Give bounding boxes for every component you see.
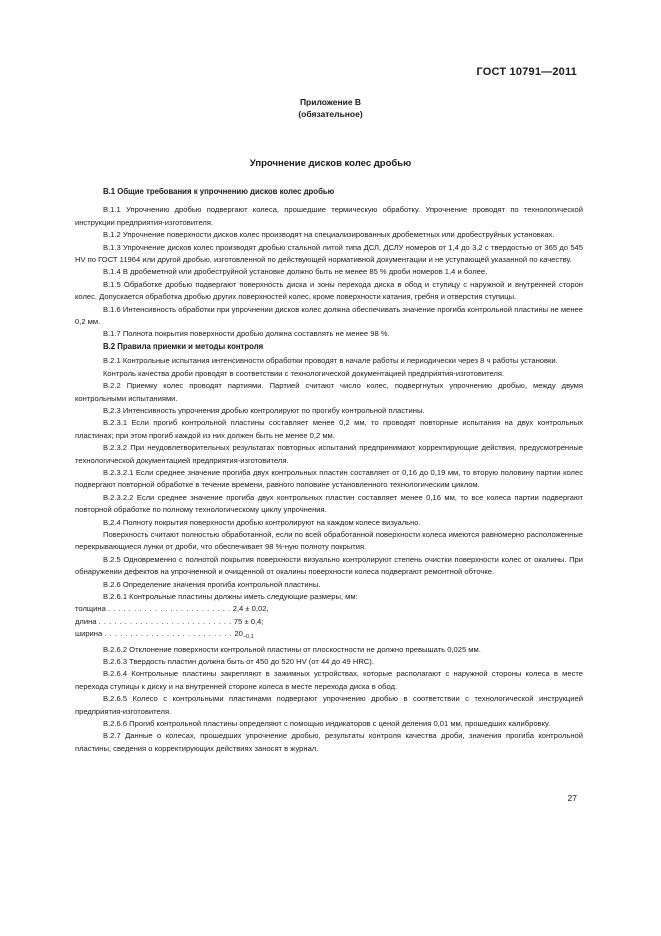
paragraph: В.2.3.1 Если прогиб контрольной пластины составляет менее 0,2 мм, то проводят повторные испытания на двух контрольных пластинах; при этом прогиб каждой из них должен быть не менее 0,2 мм.: [75, 418, 583, 440]
paragraph: В.1.1 Упрочнению дробью подвергают колеса, прошедшие термическую обработку. Упрочнение проводят по технологической инструкции предприятия-изготовителя.: [75, 205, 583, 227]
dimension-value: 75 ± 0,4;: [233, 616, 264, 626]
dimension-value: 20: [234, 629, 243, 639]
paragraph: В.2.4 Полноту покрытия поверхности дробью контролируют на каждом колесе визуально.: [103, 517, 421, 527]
dimension-value: 2,4 ± 0,02,: [232, 604, 269, 614]
dimension-leader: . . . . . . . . . . . . . . . . . . . . . . . . .: [104, 629, 233, 639]
paragraph: В.1.3 Упрочнение дисков колес производят дробью стальной литой типа ДСЛ, ДСЛУ номеров от 1,4 до 3,2 с твердостью от 365 до 545 HV по ГОСТ 11964 или другой дробью, изготовленной по действующей нормативной документации и не уступающей указанной по качеству.: [75, 242, 583, 265]
paragraph: В.1.5 Обработке дробью подвергают поверхность диска и зоны перехода диска в обод и ступицу с наружной и внутренней сторон колес. Допускается обработка дробью других поверхностей колес, кроме поверхности катания, гребня и отверстия ступицы.: [75, 279, 583, 302]
paragraph: В.1.4 В дробеметной или дробеструйной установке должно быть не менее 85 % дроби номеров 1,4 и более.: [103, 267, 488, 277]
dimension-row: [75, 616, 583, 628]
document-body: [75, 186, 583, 755]
dimension-leader: . . . . . . . . . . . . . . . . . . . . . . . . . .: [98, 616, 232, 626]
section-heading: В.1 Общие требования к упрочнению дисков колес дробью: [103, 187, 335, 196]
paragraph: В.2.3 Интенсивность упрочнения дробью контролируют по прогибу контрольной пластины.: [103, 405, 425, 415]
standard-header: ГОСТ 10791—2011: [476, 66, 577, 78]
page-number: 27: [567, 793, 577, 803]
appendix-status: (обязательное): [298, 109, 363, 119]
page-title: Упрочнение дисков колес дробью: [249, 158, 412, 169]
paragraph: В.2.6.3 Твердость пластин должна быть от 450 до 520 HV (от 44 до 49 HRC).: [103, 657, 374, 667]
dimension-name: толщина: [75, 604, 106, 614]
paragraph: В.2.6 Определение значения прогиба контрольной пластины.: [103, 579, 321, 589]
paragraph: В.2.6.5 Колесо с контрольными пластинами подвергают упрочнению дробью в соответствии с технологической инструкцией предприятия-изготовителя.: [75, 694, 583, 716]
dimension-name: длина: [75, 616, 97, 626]
paragraph: В.1.2 Упрочнение поверхности дисков колес производят на специализированных дробеметных или дробеструйных установках.: [103, 230, 555, 240]
paragraph: В.2.1 Контрольные испытания интенсивности обработки проводят в начале работы и периодически через 8 ч работы установки.: [103, 356, 558, 366]
dimension-leader: . . . . . . . . . . . . . . . . . . . . . . . .: [107, 604, 231, 614]
paragraph: В.2.2 Приемку колес проводят партиями. Партией считают число колес, подвергнутых упрочнению дробью, между двумя контрольными испытаниями.: [75, 381, 583, 403]
paragraph: Поверхность считают полностью обработанной, если по всей обработанной поверхности колеса имеются равномерно расположенные перекрывающиеся лунки от дроби, что обеспечивает 98 %-ную полноту покрытия.: [75, 529, 583, 552]
dimension-row: [75, 628, 583, 643]
paragraph: В.2.6.4 Контрольные пластины закрепляют в зажимных устройствах, которые располагают с наружной стороны колеса в месте перехода ступицы к диску и на внутренней стороне колеса в месте перехода диска в обод.: [75, 669, 583, 691]
appendix-label: Приложение В: [299, 97, 362, 107]
dimension-row: [75, 603, 583, 615]
paragraph: В.2.6.1 Контрольные пластины должны иметь следующие размеры, мм:: [103, 592, 358, 601]
dimension-tolerance: −0,1: [242, 634, 254, 641]
section-heading: В.2 Правила приемки и методы контроля: [103, 341, 264, 351]
paragraph: В.2.6.2 Отклонение поверхности контрольной пластины от плоскостности не должно превышать 0,025 мм.: [103, 644, 481, 654]
paragraph: Контроль качества дроби проводят в соответствии с технологической документацией предприятия-изготовителя.: [103, 368, 505, 378]
paragraph: В.1.7 Полнота покрытия поверхности дробью должна составлять не менее 98 %.: [103, 329, 390, 339]
paragraph: В.2.3.2 При неудовлетворительных результатах повторных испытаний предпринимают корректирующие действия, предусмотренные технологической документацией предприятия-изготовителя.: [75, 443, 583, 465]
paragraph: В.2.7 Данные о колесах, прошедших упрочнение дробью, результаты контроля качества дроби, значения прогиба контрольной пластины, сведения о корректирующих действиях заносят в журнал.: [75, 731, 583, 753]
paragraph: В.2.5 Одновременно с полнотой покрытия поверхности визуально контролируют степень очистки поверхности колес от окалины. При обнаружении дефектов на упрочненной и очищенной от окалины поверхности колеса подвергают ремонтной обточке.: [75, 554, 583, 577]
paragraph: В.2.6.6 Прогиб контрольной пластины определяют с помощью индикаторов с ценой деления 0,01 мм, прошедших калибровку.: [103, 719, 551, 729]
dimension-name: ширина: [75, 629, 103, 639]
paragraph: В.1.6 Интенсивность обработки при упрочнении дисков колес должна обеспечивать значение прогиба контрольной пластины не менее 0,2 мм.: [75, 304, 583, 327]
paragraph: В.2.3.2.1 Если среднее значение прогиба двух контрольных пластин составляет от 0,16 до 0,19 мм, то вторую половину партии колес подвергают повторной обработке в течение времени, равного половине установленного технологическим циклом.: [75, 467, 583, 490]
paragraph: В.2.3.2.2 Если среднее значение прогиба двух контрольных пластин составляет менее 0,16 мм, то все колеса партии подвергают повторной обработке по полному технологическому циклу упрочнения.: [75, 492, 583, 515]
